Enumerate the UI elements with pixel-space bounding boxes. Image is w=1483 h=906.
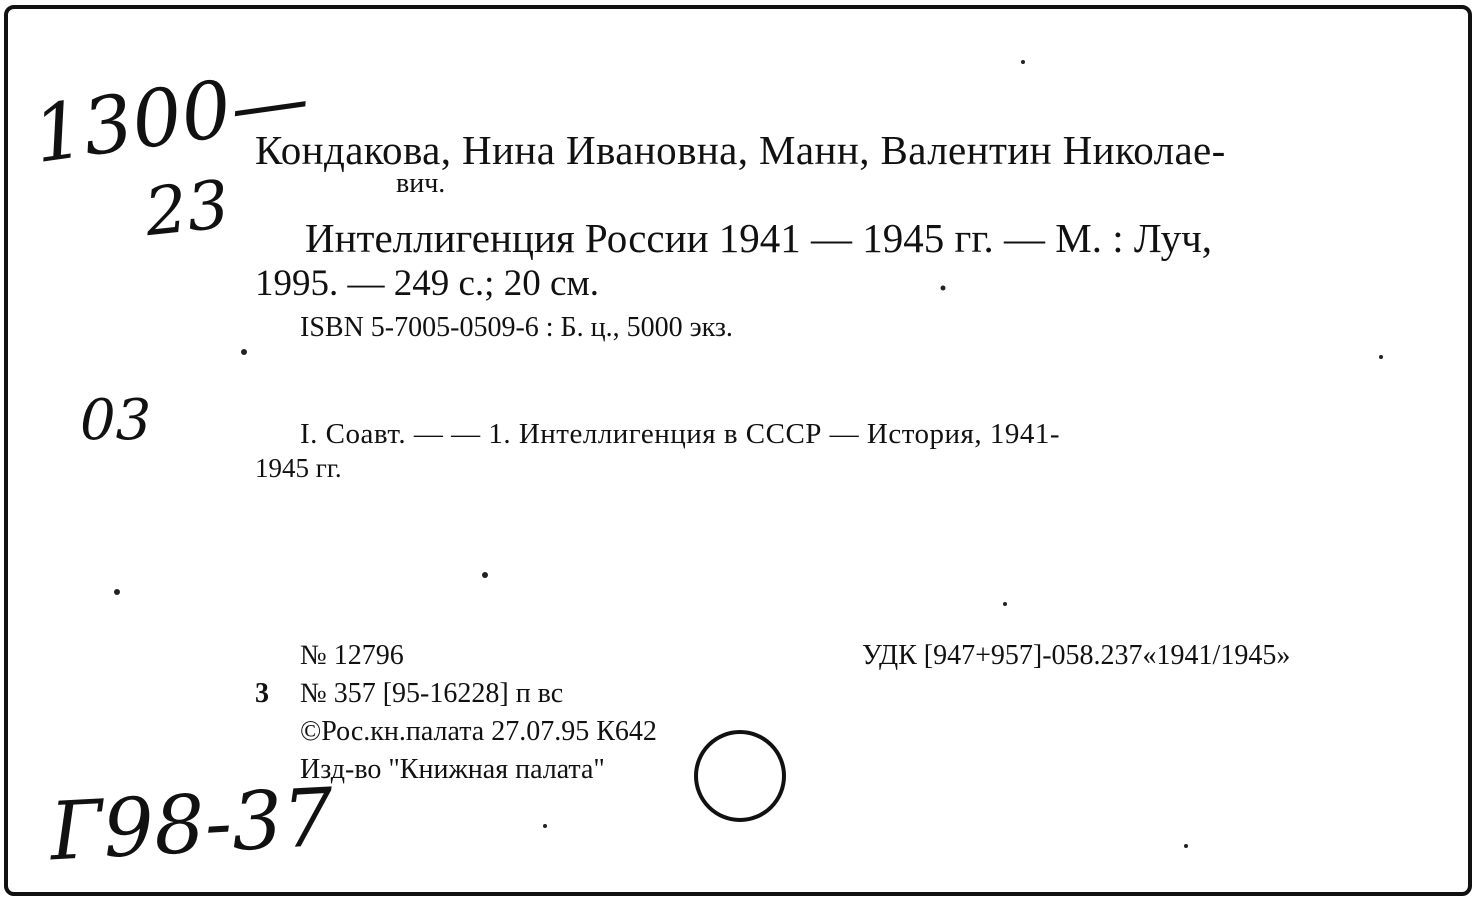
tracing-line-2: 1945 гг.	[255, 453, 342, 483]
title-line-1: Интеллигенция России 1941 — 1945 гг. — М. : Луч,	[305, 215, 1213, 261]
copyright-line: ©Рос.кн.палата 27.07.95 К642	[300, 716, 657, 747]
handwritten-shelf-mark-top: 1300—	[28, 53, 315, 182]
isbn-line: ISBN 5-7005-0509-6 : Б. ц., 5000 экз.	[300, 312, 733, 343]
mark-digit: 3	[255, 678, 269, 709]
tracing-line-1: I. Соавт. — — 1. Интеллигенция в СССР — История, 1941-	[300, 418, 1061, 450]
handwritten-note: 03	[80, 388, 152, 453]
handwritten-shelf-mark-bottom: 23	[141, 165, 233, 252]
record-number: № 12796	[300, 640, 404, 671]
author-line-1: Кондакова, Нина Ивановна, Манн, Валентин Николае-	[255, 127, 1226, 173]
udk-code: УДК [947+957]-058.237«1941/1945»	[862, 640, 1291, 671]
publisher-line: Изд-во "Книжная палата"	[300, 754, 605, 785]
title-line-2: 1995. — 249 с.; 20 см.	[255, 263, 600, 304]
author-line-2: вич.	[396, 168, 446, 199]
handwritten-bottom-mark: Г98-37	[47, 770, 336, 879]
record-number-2: № 357 [95-16228] п вс	[300, 678, 564, 709]
